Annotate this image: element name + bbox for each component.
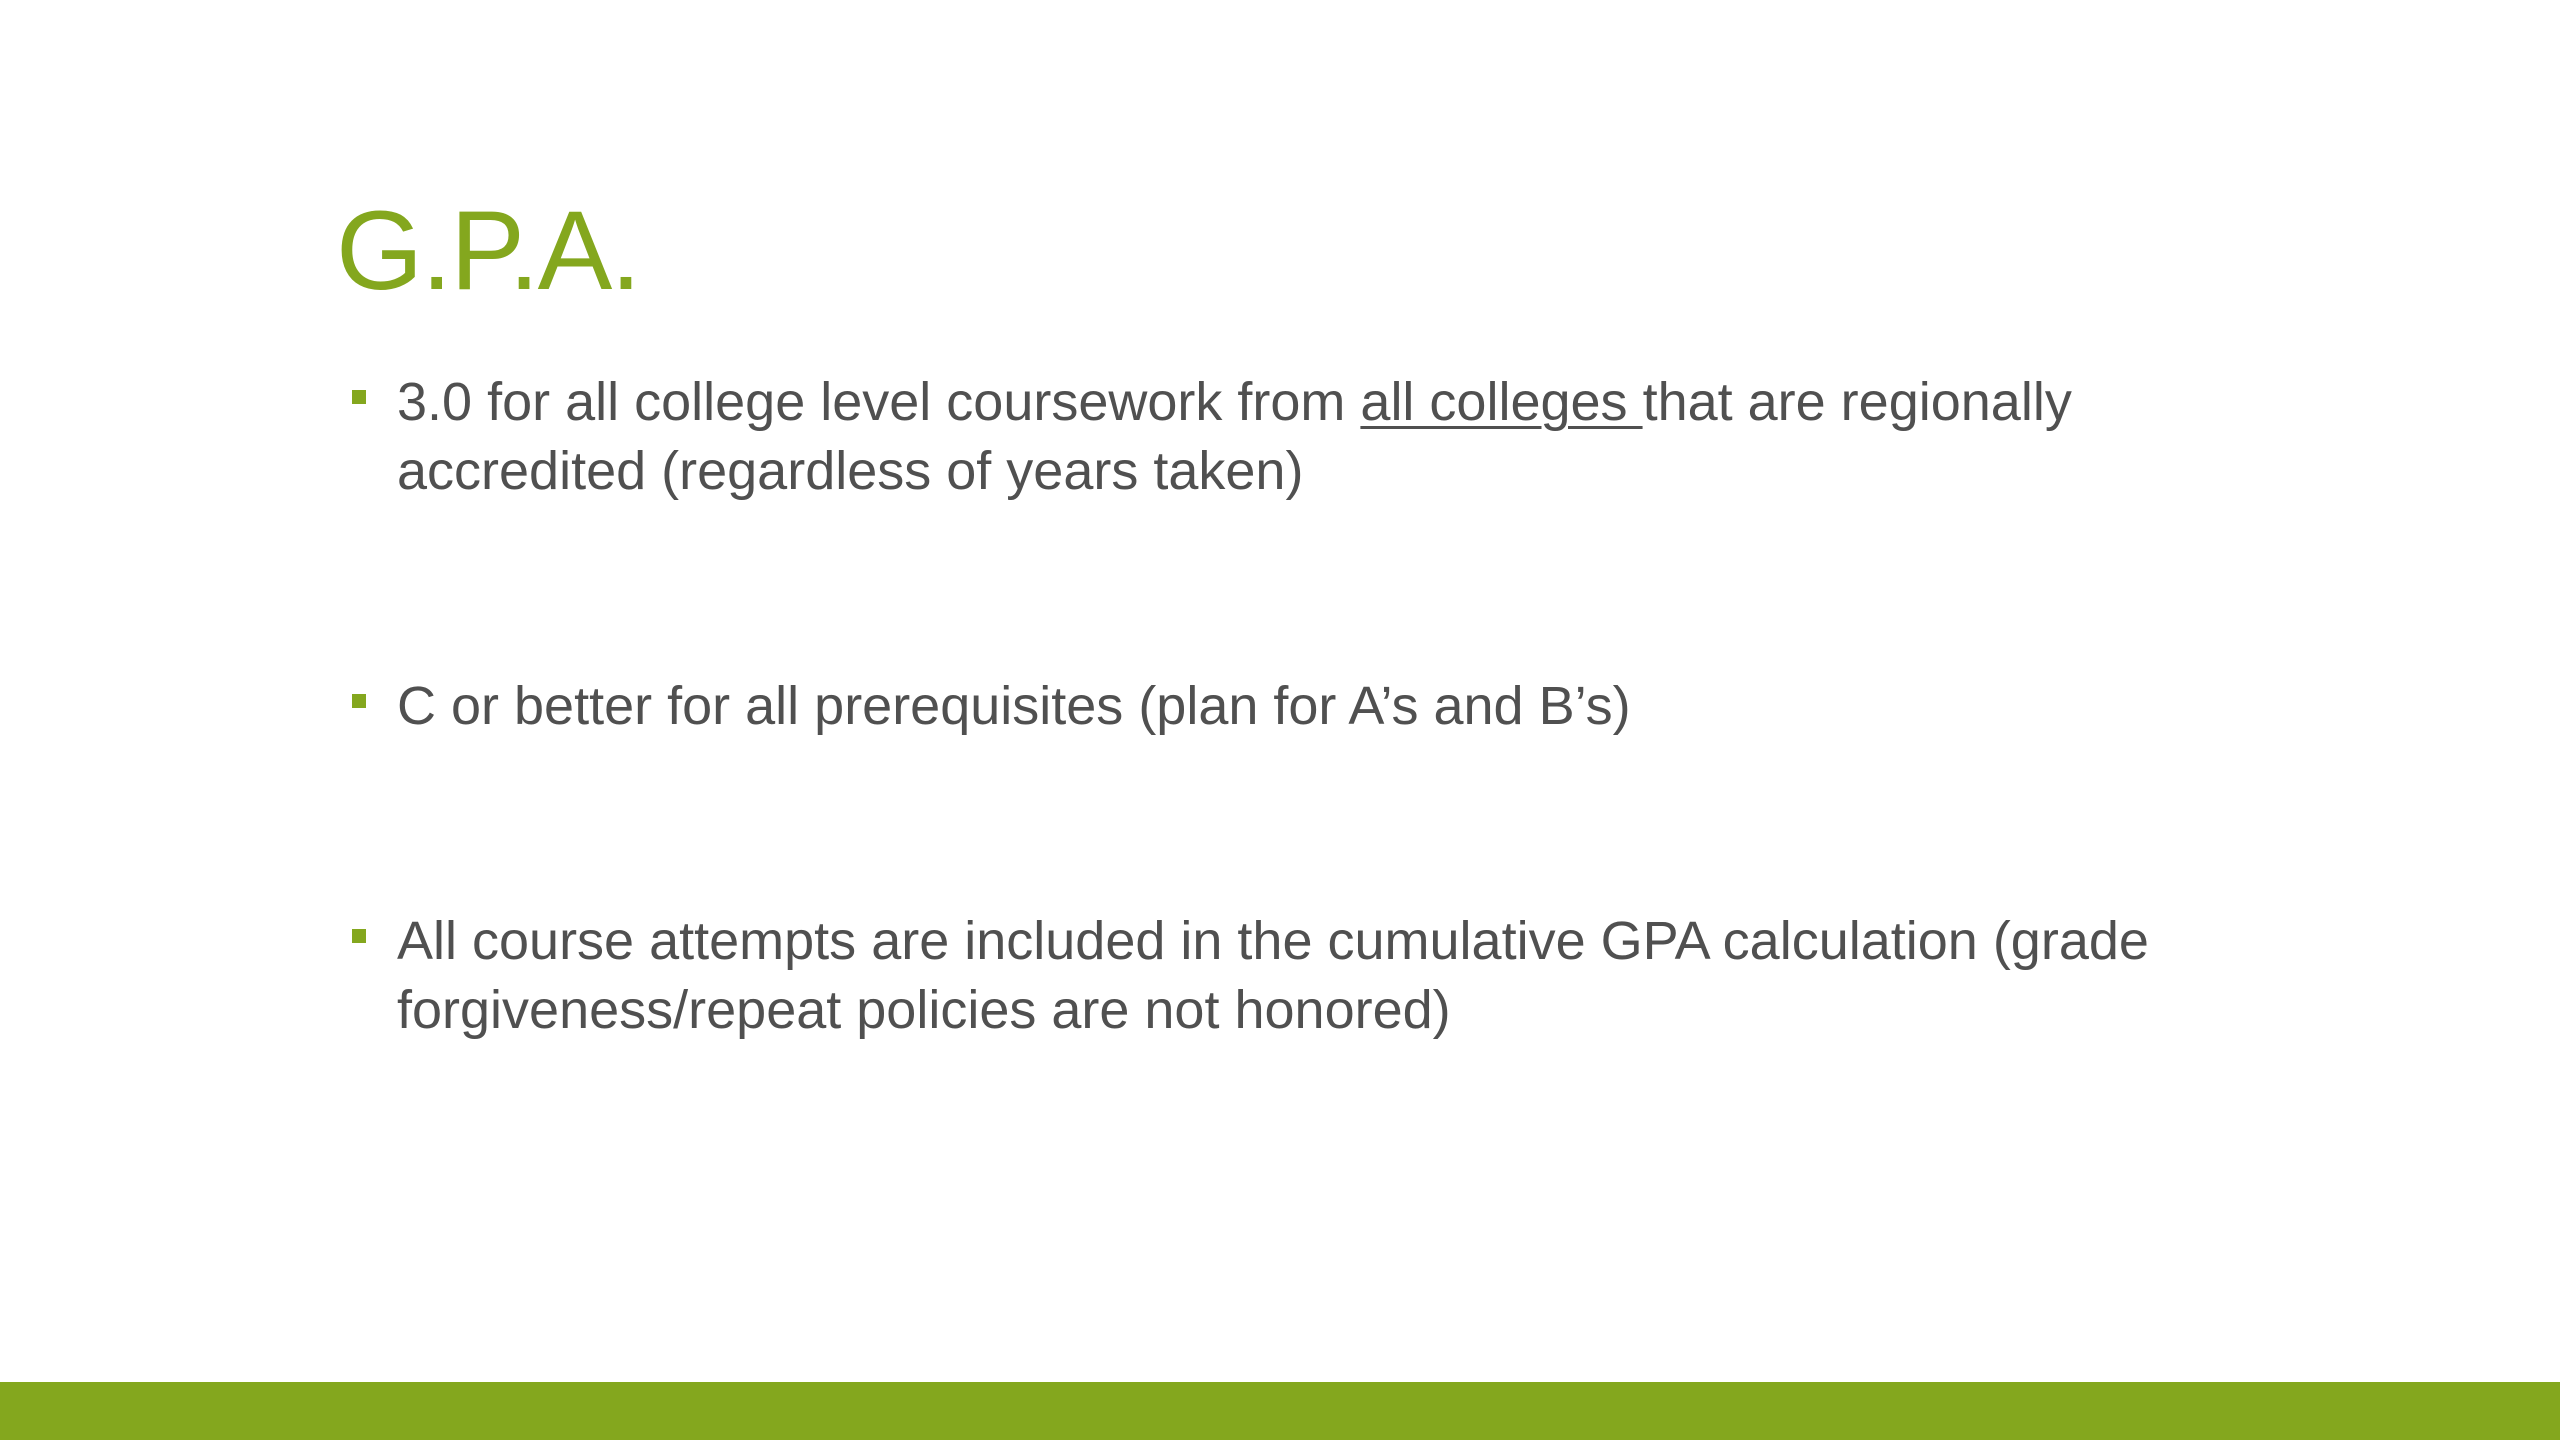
bullet-item-prerequisites <box>350 672 2270 741</box>
bullet-text: C or better for all prerequisites (plan for A’s and B’s) <box>397 676 1631 736</box>
bullet-item-course-attempts <box>350 907 2270 1045</box>
square-bullet-icon <box>352 929 366 943</box>
square-bullet-icon <box>352 390 366 404</box>
square-bullet-icon <box>352 694 366 708</box>
bullet-text-after: that are regionally accredited (regardless of years taken) <box>397 372 2072 501</box>
bullet-list <box>350 368 2270 1045</box>
bullet-text-before: 3.0 for all college level coursework from <box>397 372 1361 432</box>
footer-accent-bar <box>0 1382 2560 1440</box>
bullet-text-underlined: all colleges <box>1360 372 1643 432</box>
bullet-text: All course attempts are included in the cumulative GPA calculation (grade forgiveness/repeat policies are not honored) <box>397 911 2149 1040</box>
slide-title: G.P.A. <box>336 188 640 313</box>
bullet-item-gpa-requirement <box>350 368 2270 506</box>
